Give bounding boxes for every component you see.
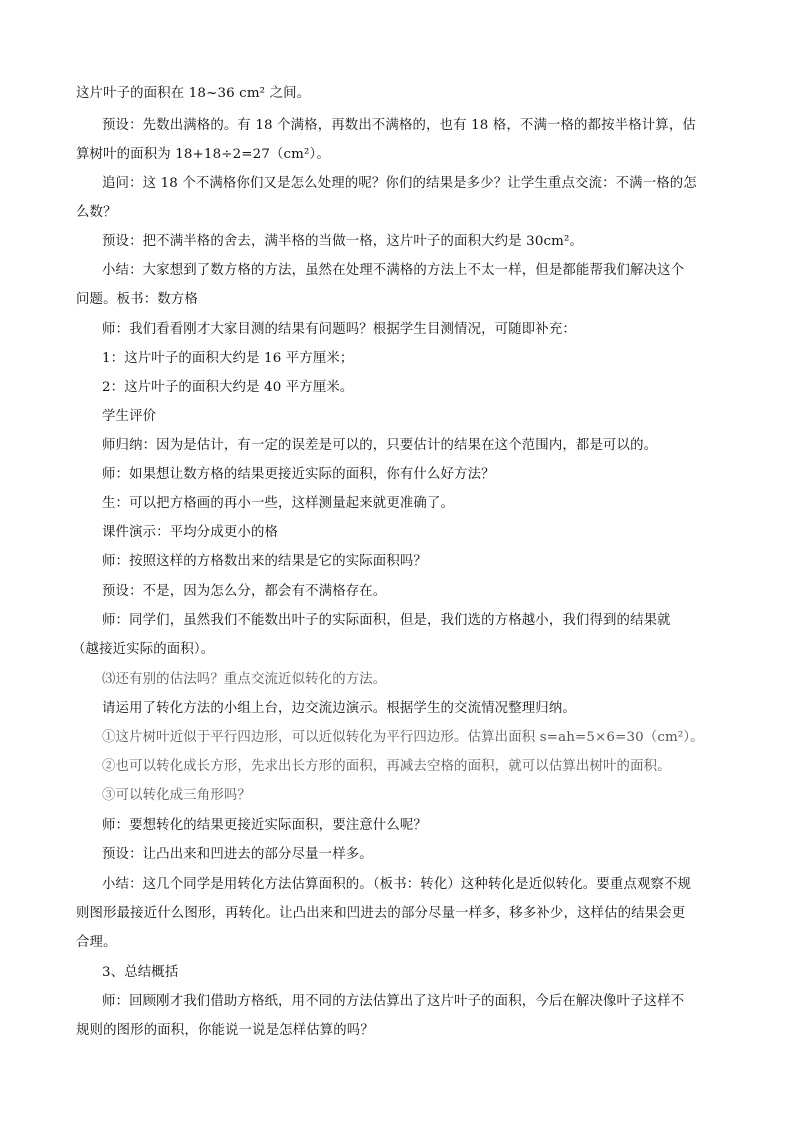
paragraph-line: 请运用了转化方法的小组上台，边交流边演示。根据学生的交流情况整理归纳。 <box>102 701 576 716</box>
paragraph-line: 则图形最接近什么图形，再转化。让凸出来和凹进去的部分尽量一样多，移多补少，这样估的结果会更 <box>76 906 686 921</box>
paragraph-line: 师归纳：因为是估计，有一定的误差是可以的，只要估计的结果在这个范围内，都是可以的。 <box>102 438 658 453</box>
paragraph-line: 合理。 <box>76 935 117 950</box>
paragraph-line: 算树叶的面积为 18+18÷2=27（cm²）。 <box>76 147 330 162</box>
paragraph-line: ①这片树叶近似于平行四边形，可以近似转化为平行四边形。估算出面积 s=ah=5×6=30（cm²）。 <box>102 730 704 745</box>
paragraph-line: 预设：把不满半格的舍去，满半格的当做一格，这片叶子的面积大约是 30cm²。 <box>102 234 584 249</box>
paragraph-line: 么数？ <box>76 205 117 220</box>
paragraph-line: 预设：先数出满格的。有 18 个满格，再数出不满格的，也有 18 格，不满一格的都按半格计算，估 <box>102 118 696 133</box>
paragraph-line: ②也可以转化成长方形，先求出长方形的面积，再减去空格的面积，就可以估算出树叶的面积。 <box>102 759 671 774</box>
paragraph-line: 课件演示：平均分成更小的格 <box>102 525 279 540</box>
paragraph-line: 师：同学们，虽然我们不能数出叶子的实际面积，但是，我们选的方格越小，我们得到的结果就 <box>102 613 671 628</box>
paragraph-line: 小结：大家想到了数方格的方法，虽然在处理不满格的方法上不太一样，但是都能帮我们解决这个 <box>102 263 685 278</box>
paragraph-line: 小结：这几个同学是用转化方法估算面积的。（板书：转化）这种转化是近似转化。要重点观察不规 <box>102 877 692 892</box>
paragraph-line: 预设：让凸出来和凹进去的部分尽量一样多。 <box>102 847 373 862</box>
paragraph-line: 预设：不是，因为怎么分，都会有不满格存在。 <box>102 584 387 599</box>
paragraph-line: 学生评价 <box>102 409 157 424</box>
paragraph-line: 生：可以把方格画的再小一些，这样测量起来就更准确了。 <box>102 496 455 511</box>
paragraph-line: 规则的图形的面积，你能说一说是怎样估算的吗？ <box>76 1023 374 1038</box>
paragraph-line: 师：回顾刚才我们借助方格纸，用不同的方法估算出了这片叶子的面积，今后在解决像叶子这样不 <box>102 994 685 1009</box>
paragraph-line: 1：这片叶子的面积大约是 16 平方厘米； <box>102 351 354 366</box>
paragraph-line: 问题。板书：数方格 <box>76 292 198 307</box>
paragraph-line: 这片叶子的面积在 18~36 cm² 之间。 <box>76 86 311 101</box>
paragraph-line: 2：这片叶子的面积大约是 40 平方厘米。 <box>102 380 354 395</box>
paragraph-line: 师：按照这样的方格数出来的结果是它的实际面积吗？ <box>102 554 427 569</box>
paragraph-line: 3、总结概括 <box>102 965 179 980</box>
paragraph-line: （越接近实际的面积）。 <box>72 642 215 657</box>
paragraph-line: 师：如果想让数方格的结果更接近实际的面积，你有什么好方法？ <box>102 467 495 482</box>
paragraph-line: 师：我们看看刚才大家目测的结果有问题吗？根据学生目测情况，可随即补充： <box>102 322 576 337</box>
paragraph-line: ⑶还有别的估法吗？重点交流近似转化的方法。 <box>102 672 387 687</box>
paragraph-line: 追问：这 18 个不满格你们又是怎么处理的呢？你们的结果是多少？让学生重点交流：不满一格的怎 <box>102 176 697 191</box>
paragraph-line: 师：要想转化的结果更接近实际面积，要注意什么呢？ <box>102 818 427 833</box>
paragraph-line: ③可以转化成三角形吗？ <box>102 788 251 803</box>
